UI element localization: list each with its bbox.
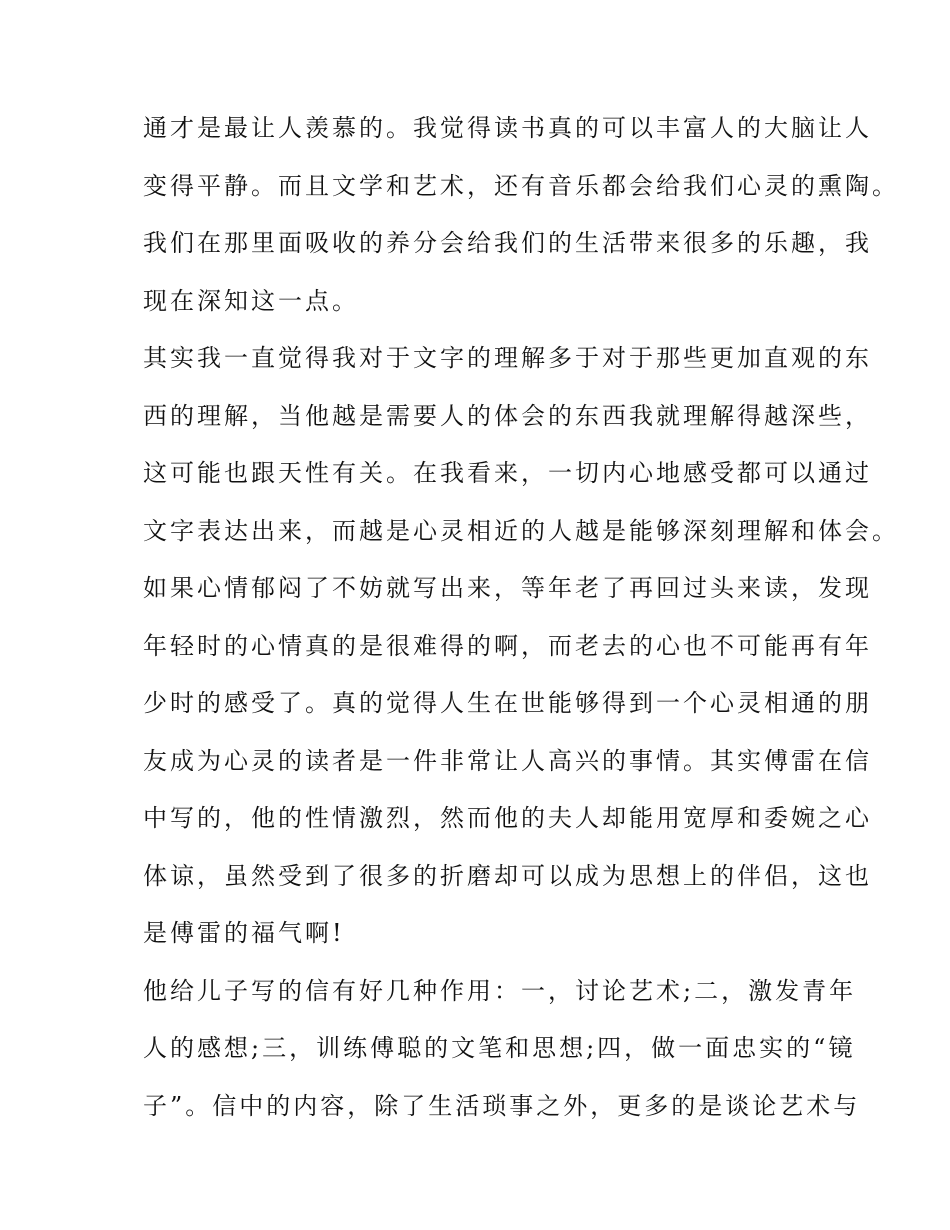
body-text	[143, 108, 899, 1143]
text-line: 中写的，他的性情激烈，然而他的夫人却能用宽厚和委婉之心	[143, 804, 872, 832]
text-line: 少时的感受了。真的觉得人生在世能够得到一个心灵相通的朋	[143, 689, 872, 717]
text-line: 人的感想;三，训练傅聪的文笔和思想;四，做一面忠实的“镜	[143, 1034, 856, 1062]
text-line: 如果心情郁闷了不妨就写出来，等年老了再回过头来读，发现	[143, 574, 872, 602]
text-line: 这可能也跟天性有关。在我看来，一切内心地感受都可以通过	[143, 459, 872, 487]
text-line: 文字表达出来，而越是心灵相近的人越是能够深刻理解和体会。	[143, 516, 899, 545]
text-line: 通才是最让人羡慕的。我觉得读书真的可以丰富人的大脑让人	[143, 114, 872, 142]
text-line: 年轻时的心情真的是很难得的啊，而老去的心也不可能再有年	[143, 631, 872, 660]
text-line: 我们在那里面吸收的养分会给我们的生活带来很多的乐趣，我	[143, 229, 872, 257]
text-line: 西的理解，当他越是需要人的体会的东西我就理解得越深些，	[143, 401, 872, 430]
text-line: 其实我一直觉得我对于文字的理解多于对于那些更加直观的东	[143, 344, 872, 372]
text-line: 现在深知这一点。	[143, 286, 359, 315]
text-line: 是傅雷的福气啊!	[143, 919, 345, 947]
text-line: 变得平静。而且文学和艺术，还有音乐都会给我们心灵的熏陶。	[143, 171, 899, 200]
text-line: 友成为心灵的读者是一件非常让人高兴的事情。其实傅雷在信	[143, 746, 872, 775]
text-line: 他给儿子写的信有好几种作用：一，讨论艺术;二，激发青年	[143, 976, 857, 1005]
text-line: 体谅，虽然受到了很多的折磨却可以成为思想上的伴侣，这也	[143, 861, 872, 890]
text-line: 子”。信中的内容，除了生活琐事之外，更多的是谈论艺术与	[143, 1091, 861, 1120]
